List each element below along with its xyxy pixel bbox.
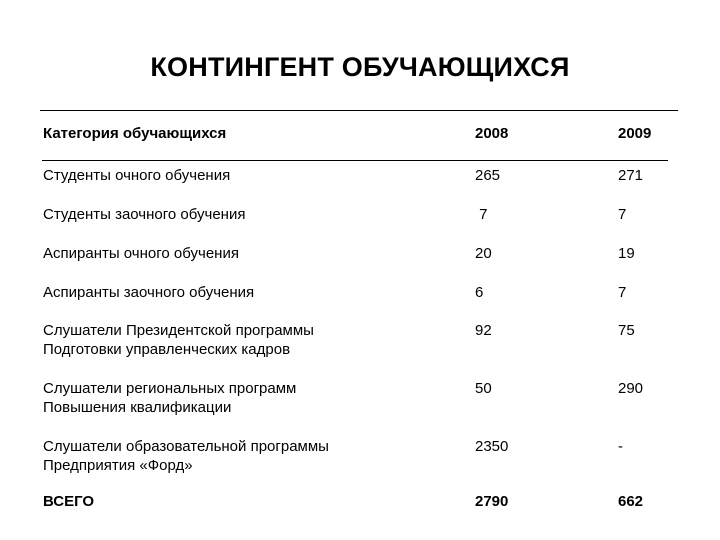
- row-category-line1: Слушатели региональных программ: [43, 380, 297, 397]
- row-value-2009: 75: [618, 322, 635, 339]
- row-value-2009: 290: [618, 380, 644, 397]
- row-value-2008: 2350: [475, 438, 509, 455]
- row-value-2009: 7: [618, 206, 627, 223]
- row-value-2009: 19: [618, 245, 635, 262]
- total-value-2009: 662: [618, 493, 644, 510]
- row-value-2009: -: [618, 438, 623, 455]
- row-value-2008: 265: [475, 167, 501, 184]
- row-value-2008: 6: [475, 284, 484, 301]
- row-category-line1: Слушатели образовательной программы: [43, 438, 329, 455]
- row-category: Аспиранты очного обучения: [43, 245, 239, 262]
- row-value-2009: 7: [618, 284, 627, 301]
- row-category-line2: Повышения квалификации: [43, 399, 232, 416]
- row-value-2008: 7: [475, 206, 488, 223]
- header-2009: 2009: [618, 125, 652, 142]
- top-rule: [40, 110, 678, 111]
- row-category-line2: Подготовки управленческих кадров: [43, 341, 291, 358]
- header-rule: [42, 160, 668, 161]
- row-value-2009: 271: [618, 167, 644, 184]
- row-category: Студенты заочного обучения: [43, 206, 246, 223]
- header-category: Категория обучающихся: [43, 125, 227, 142]
- total-label: ВСЕГО: [43, 493, 95, 510]
- row-category-line1: Слушатели Президентской программы: [43, 322, 314, 339]
- row-category: Студенты очного обучения: [43, 167, 231, 184]
- row-category: Аспиранты заочного обучения: [43, 284, 255, 301]
- header-2008: 2008: [475, 125, 509, 142]
- row-value-2008: 50: [475, 380, 492, 397]
- row-value-2008: 20: [475, 245, 492, 262]
- total-value-2008: 2790: [475, 493, 509, 510]
- row-value-2008: 92: [475, 322, 492, 339]
- page-title: КОНТИНГЕНТ ОБУЧАЮЩИХСЯ: [150, 52, 570, 82]
- row-category-line2: Предприятия «Форд»: [43, 457, 193, 474]
